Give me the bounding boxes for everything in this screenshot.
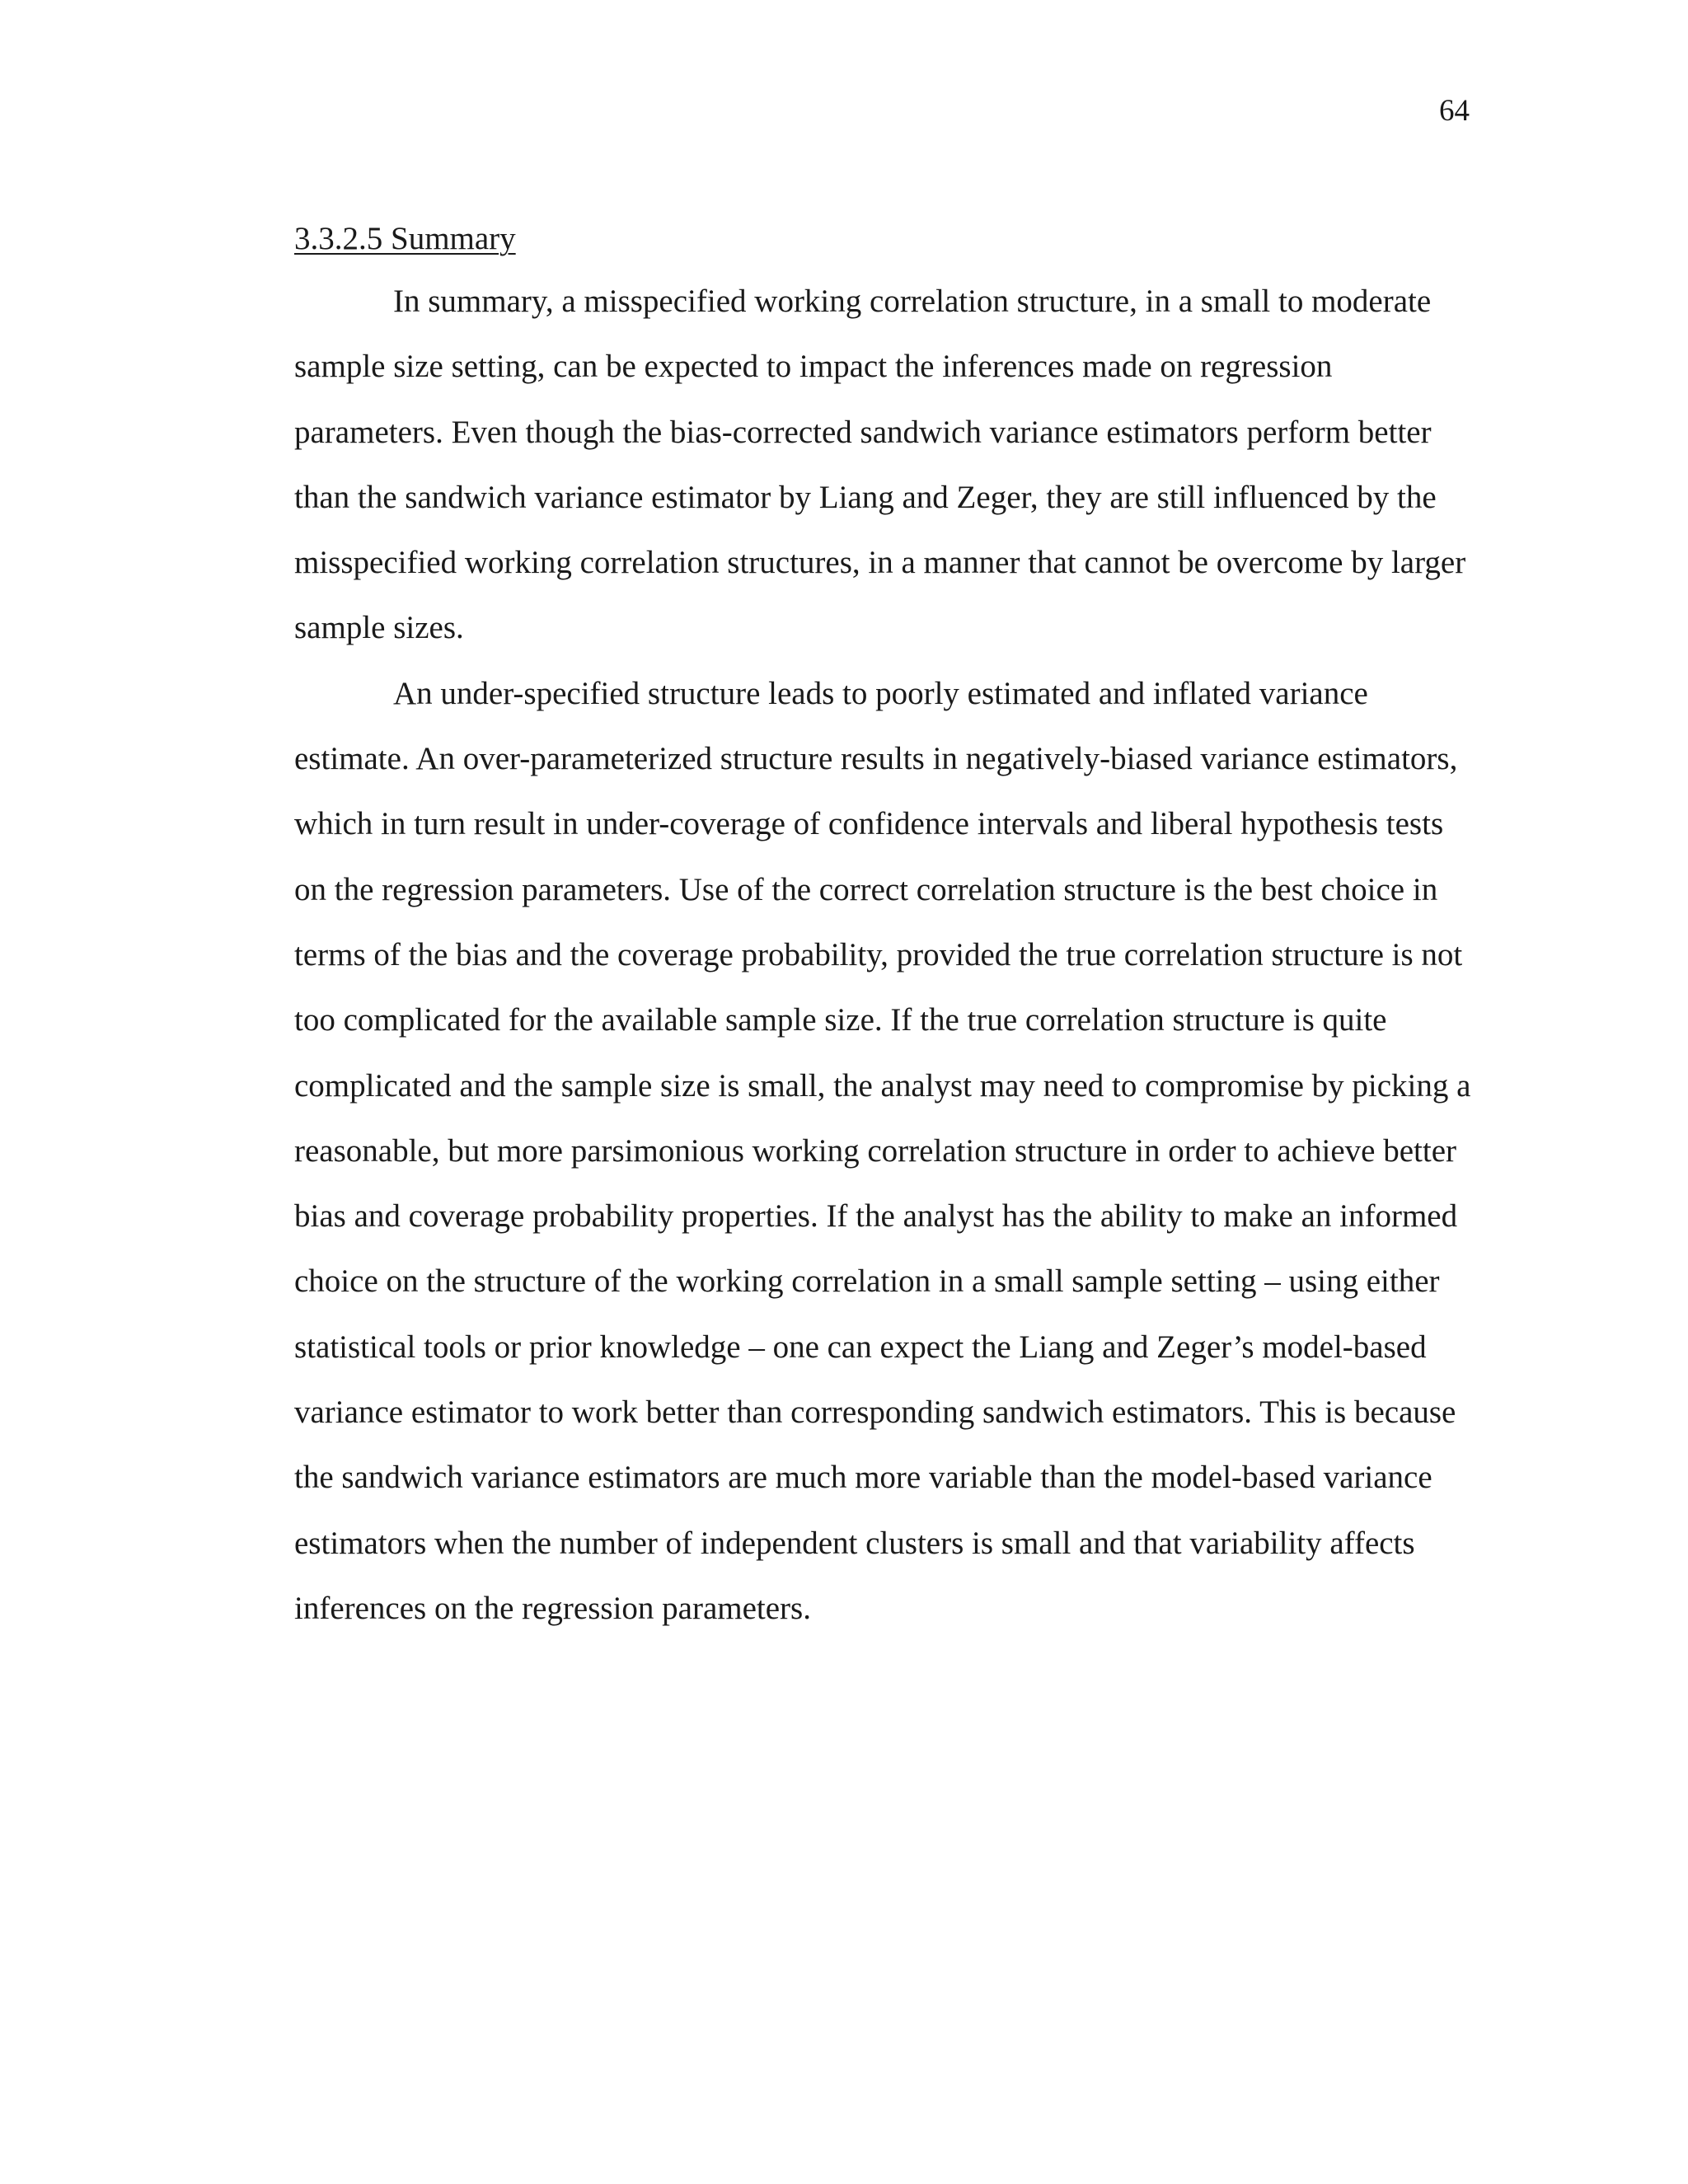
paragraph-summary-2: An under-specified structure leads to poorly estimated and inflated variance estimate. An over-parameterized structure results in negatively-biased variance estimators, which in turn result in under-coverage of confidence intervals and liberal hypothesis tests on the regression parameters. Use of the correct correlation structure is the best choice in terms of the bias and the coverage probability, provided the true correlation structure is not too complicated for the available sample size. If the true correlation structure is quite complicated and the sample size is small, the analyst may need to compromise by picking a reasonable, but more parsimonious working correlation structure in order to achieve better bias and coverage probability properties. If the analyst has the ability to make an informed choice on the structure of the working correlation in a small sample setting – using either statistical tools or prior knowledge – one can expect the Liang and Zeger’s model-based variance estimator to work better than corresponding sandwich estimators. This is because the sandwich variance estimators are much more variable than the model-based variance estimators when the number of independent clusters is small and that variability affects inferences on the regression parameters. [294,675,1471,1626]
page-number: 64 [1439,94,1470,128]
document-body [294,221,1473,1641]
section-heading: 3.3.2.5 Summary [294,221,516,256]
paragraph-summary-1: In summary, a misspecified working correlation structure, in a small to moderate sample size setting, can be expected to impact the inferences made on regression parameters. Even though the bias-corrected sandwich variance estimators perform better than the sandwich variance estimator by Liang and Zeger, they are still influenced by the misspecified working correlation structures, in a manner that cannot be overcome by larger sample sizes. [294,284,1466,646]
